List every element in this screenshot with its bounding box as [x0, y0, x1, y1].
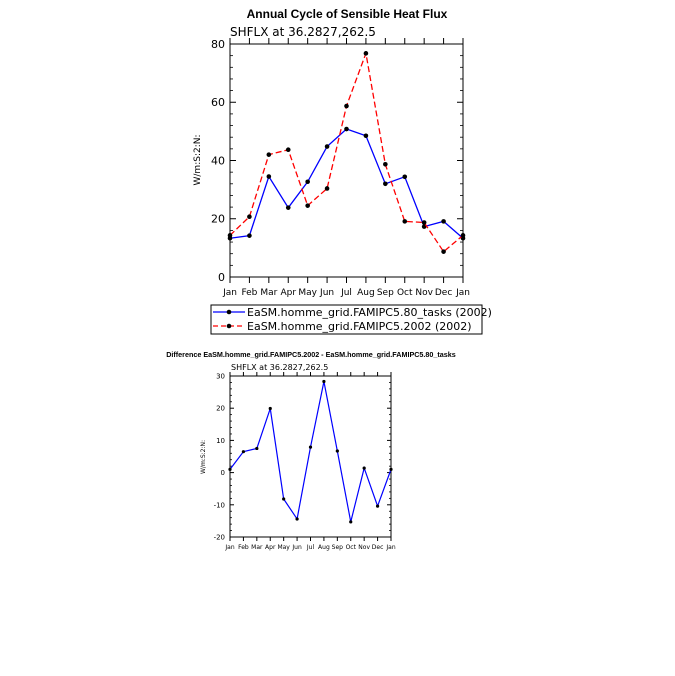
- y-tick-label: 20: [216, 404, 225, 413]
- x-tick-label: Aug: [357, 288, 375, 298]
- y-tick-label: 40: [211, 154, 225, 168]
- data-point: [383, 162, 388, 167]
- chart2-x-axis: [224, 372, 395, 551]
- x-tick-label: Jul: [306, 544, 315, 551]
- x-tick-label: Feb: [241, 288, 258, 298]
- x-tick-label: Nov: [358, 544, 371, 551]
- data-point: [364, 51, 369, 56]
- x-tick-label: Jul: [341, 288, 352, 298]
- data-point: [363, 466, 366, 469]
- chart2-subtitle: SHFLX at 36.2827,262.5: [231, 363, 329, 372]
- data-point: [441, 249, 446, 254]
- data-point: [242, 450, 245, 453]
- data-point: [322, 380, 325, 383]
- data-point: [247, 214, 252, 219]
- x-tick-label: Oct: [396, 288, 413, 298]
- y-tick-label: 60: [211, 96, 225, 110]
- chart1-title: Annual Cycle of Sensible Heat Flux: [246, 7, 448, 21]
- legend-marker-series-1: [227, 310, 232, 315]
- data-point: [389, 468, 392, 471]
- chart2-ylabel: W/m:S:2:N:: [200, 440, 207, 474]
- legend-marker-series-2: [227, 324, 232, 329]
- data-point: [336, 449, 339, 452]
- x-tick-label: Jan: [223, 288, 237, 298]
- x-tick-label: Apr: [265, 544, 276, 551]
- data-point: [286, 205, 291, 210]
- x-tick-label: Feb: [238, 544, 249, 551]
- data-point: [344, 127, 349, 132]
- difference-chart: [166, 350, 456, 551]
- chart1-ylabel: W/m:S:2:N:: [193, 134, 203, 186]
- data-point: [255, 447, 258, 450]
- series-line-2: [230, 53, 463, 251]
- data-point: [269, 407, 272, 410]
- data-point: [422, 220, 427, 225]
- x-tick-label: Dec: [434, 288, 453, 298]
- x-tick-label: Mar: [260, 288, 278, 298]
- data-point: [376, 504, 379, 507]
- y-tick-label: 20: [211, 212, 225, 226]
- data-point: [402, 175, 407, 180]
- data-point: [267, 174, 272, 179]
- x-tick-label: Oct: [345, 544, 356, 551]
- y-tick-label: -20: [213, 533, 225, 542]
- x-tick-label: Apr: [280, 288, 297, 298]
- x-tick-label: May: [298, 288, 317, 298]
- series-line-1: [230, 381, 391, 521]
- chart1-series: [228, 51, 466, 254]
- x-tick-label: Jan: [456, 288, 470, 298]
- x-tick-label: Jan: [386, 544, 396, 551]
- chart1-plot-frame: [230, 44, 463, 277]
- data-point: [282, 497, 285, 500]
- x-tick-label: Mar: [251, 544, 263, 551]
- data-point: [349, 520, 352, 523]
- x-tick-label: Nov: [415, 288, 433, 298]
- x-tick-label: May: [277, 544, 290, 551]
- chart1-y-axis: [211, 38, 463, 284]
- data-point: [309, 446, 312, 449]
- x-tick-label: Dec: [371, 544, 384, 551]
- chart2-y-axis: [214, 372, 391, 541]
- data-point: [228, 468, 231, 471]
- data-point: [286, 147, 291, 152]
- y-tick-label: -10: [213, 501, 225, 510]
- series-line-1: [230, 129, 463, 238]
- data-point: [325, 186, 330, 191]
- chart2-title: Difference EaSM.homme_grid.FAMIPC5.2002 - EaSM.homme_grid.FAMIPC5.80_tasks: [166, 350, 456, 359]
- x-tick-label: Jun: [320, 288, 335, 298]
- data-point: [441, 219, 446, 224]
- data-point: [402, 219, 407, 224]
- data-point: [228, 233, 233, 238]
- data-point: [461, 233, 466, 238]
- x-tick-label: Sep: [331, 544, 343, 551]
- y-tick-label: 0: [218, 270, 225, 284]
- data-point: [305, 203, 310, 208]
- y-tick-label: 0: [220, 469, 225, 478]
- legend-label-series-2: EaSM.homme_grid.FAMIPC5.2002 (2002): [247, 320, 472, 333]
- y-tick-label: 30: [216, 372, 225, 381]
- x-tick-label: Jun: [292, 544, 302, 551]
- y-tick-label: 80: [211, 37, 225, 51]
- data-point: [344, 104, 349, 109]
- data-point: [383, 182, 388, 187]
- data-point: [364, 133, 369, 138]
- data-point: [305, 179, 310, 184]
- chart2-series: [228, 380, 392, 524]
- chart1-x-axis: [222, 38, 470, 298]
- x-tick-label: Aug: [318, 544, 330, 551]
- data-point: [325, 144, 330, 149]
- y-tick-label: 10: [216, 436, 225, 445]
- data-point: [247, 233, 252, 238]
- data-point: [295, 517, 298, 520]
- chart1-subtitle: SHFLX at 36.2827,262.5: [230, 25, 376, 39]
- chart1-legend: [211, 305, 492, 334]
- data-point: [267, 152, 272, 157]
- legend-label-series-1: EaSM.homme_grid.FAMIPC5.80_tasks (2002): [247, 306, 492, 319]
- x-tick-label: Jan: [225, 544, 235, 551]
- chart2-plot-frame: [230, 376, 391, 537]
- annual-cycle-chart: [193, 7, 492, 334]
- x-tick-label: Sep: [376, 288, 394, 298]
